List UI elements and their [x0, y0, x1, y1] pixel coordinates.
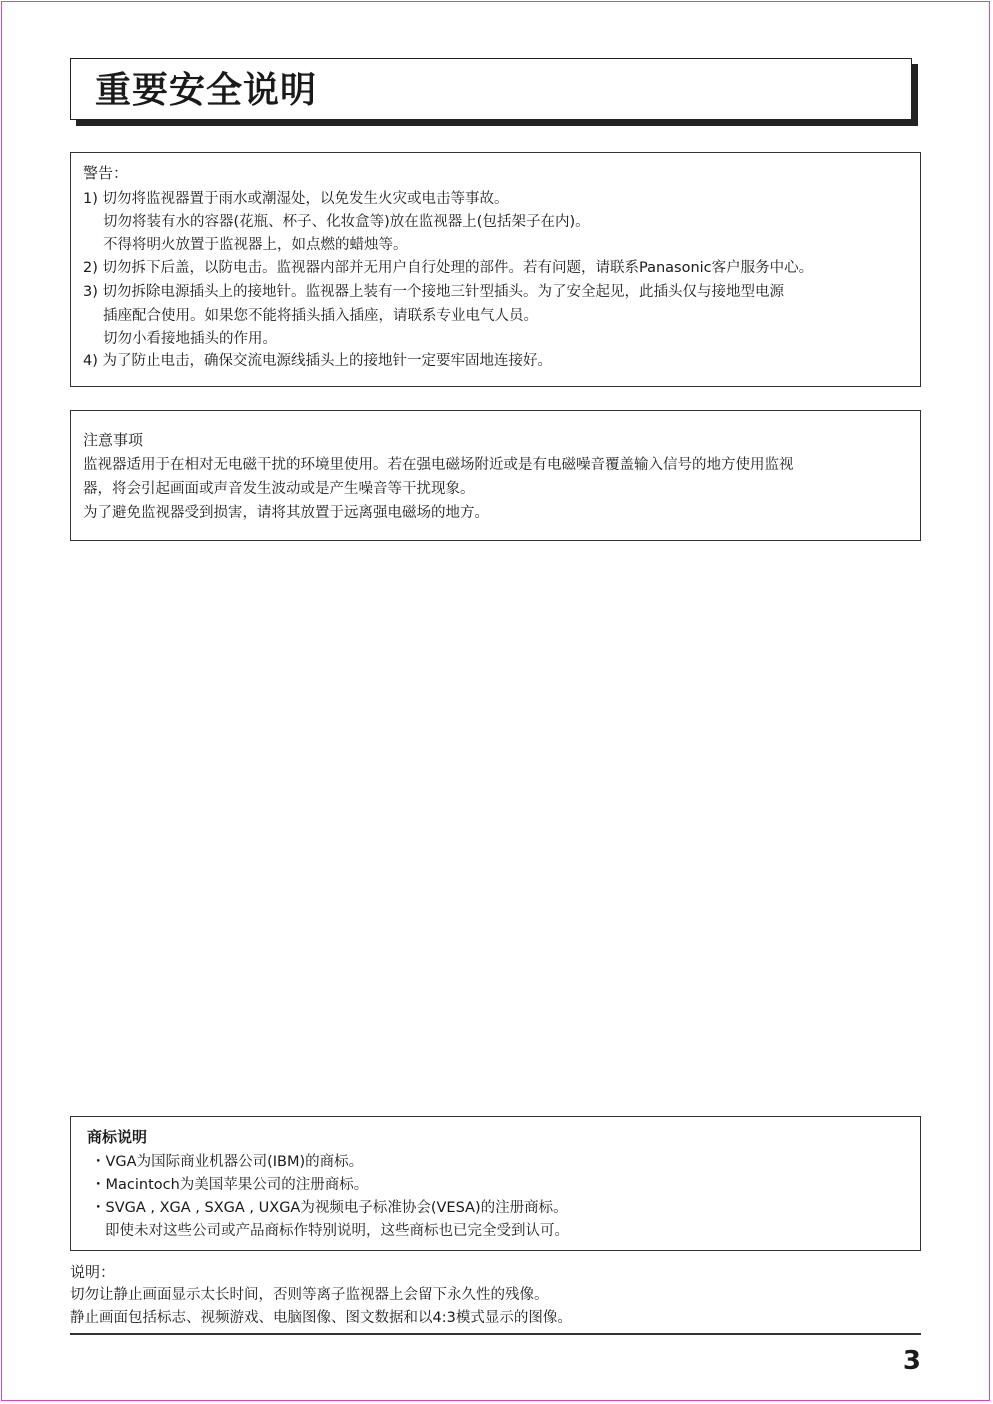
warning-box	[70, 152, 921, 387]
warning-line: 1) 切勿将监视器置于雨水或潮湿处，以免发生火灾或电击等事故。	[83, 191, 509, 207]
title-box	[70, 58, 912, 120]
notes-line: 静止画面包括标志、视频游戏、电脑图像、图文数据和以4:3模式显示的图像。	[70, 1310, 572, 1326]
notes-section	[70, 1263, 921, 1333]
bottom-rule	[70, 1333, 921, 1335]
caution-line: 监视器适用于在相对无电磁干扰的环境里使用。若在强电磁场附近或是有电磁噪音覆盖输入信号的地方使用监视	[83, 457, 794, 473]
caution-line: 器，将会引起画面或声音发生波动或是产生噪音等干扰现象。	[83, 481, 475, 497]
warning-line: 2) 切勿拆下后盖，以防电击。监视器内部并无用户自行处理的部件。若有问题，请联系Panasonic客户服务中心。	[83, 260, 814, 276]
notes-line: 切勿让静止画面显示太长时间，否则等离子监视器上会留下永久性的残像。	[70, 1287, 549, 1303]
page-title: 重要安全说明	[95, 70, 318, 111]
warning-heading: 警告：	[83, 164, 129, 182]
caution-box	[70, 410, 921, 541]
warning-line: 切勿小看接地插头的作用。	[103, 331, 277, 347]
trademark-line: ・VGA为国际商业机器公司(IBM)的商标。	[91, 1154, 364, 1170]
trademark-box	[70, 1116, 921, 1251]
warning-line: 4) 为了防止电击，确保交流电源线插头上的接地针一定要牢固地连接好。	[83, 353, 552, 369]
trademark-line: ・SVGA , XGA , SXGA , UXGA为视频电子标准协会(VESA)的注册商标。	[91, 1200, 568, 1216]
caution-line: 为了避免监视器受到损害，请将其放置于远离强电磁场的地方。	[83, 505, 489, 521]
caution-heading: 注意事项	[83, 431, 144, 449]
trademark-line: 即使未对这些公司或产品商标作特别说明，这些商标也已完全受到认可。	[105, 1223, 569, 1239]
warning-line: 插座配合使用。如果您不能将插头插入插座，请联系专业电气人员。	[103, 308, 538, 324]
notes-heading: 说明：	[70, 1263, 116, 1281]
page-number: 3	[902, 1346, 921, 1376]
trademark-line: ・Macintoch为美国苹果公司的注册商标。	[91, 1177, 369, 1193]
trademark-heading: 商标说明	[87, 1128, 148, 1146]
warning-line: 3) 切勿拆除电源插头上的接地针。监视器上装有一个接地三针型插头。为了安全起见，此插头仅与接地型电源	[83, 284, 784, 300]
warning-line: 切勿将装有水的容器(花瓶、杯子、化妆盒等)放在监视器上(包括架子在内)。	[103, 214, 590, 230]
warning-line: 不得将明火放置于监视器上，如点燃的蜡烛等。	[103, 237, 408, 253]
